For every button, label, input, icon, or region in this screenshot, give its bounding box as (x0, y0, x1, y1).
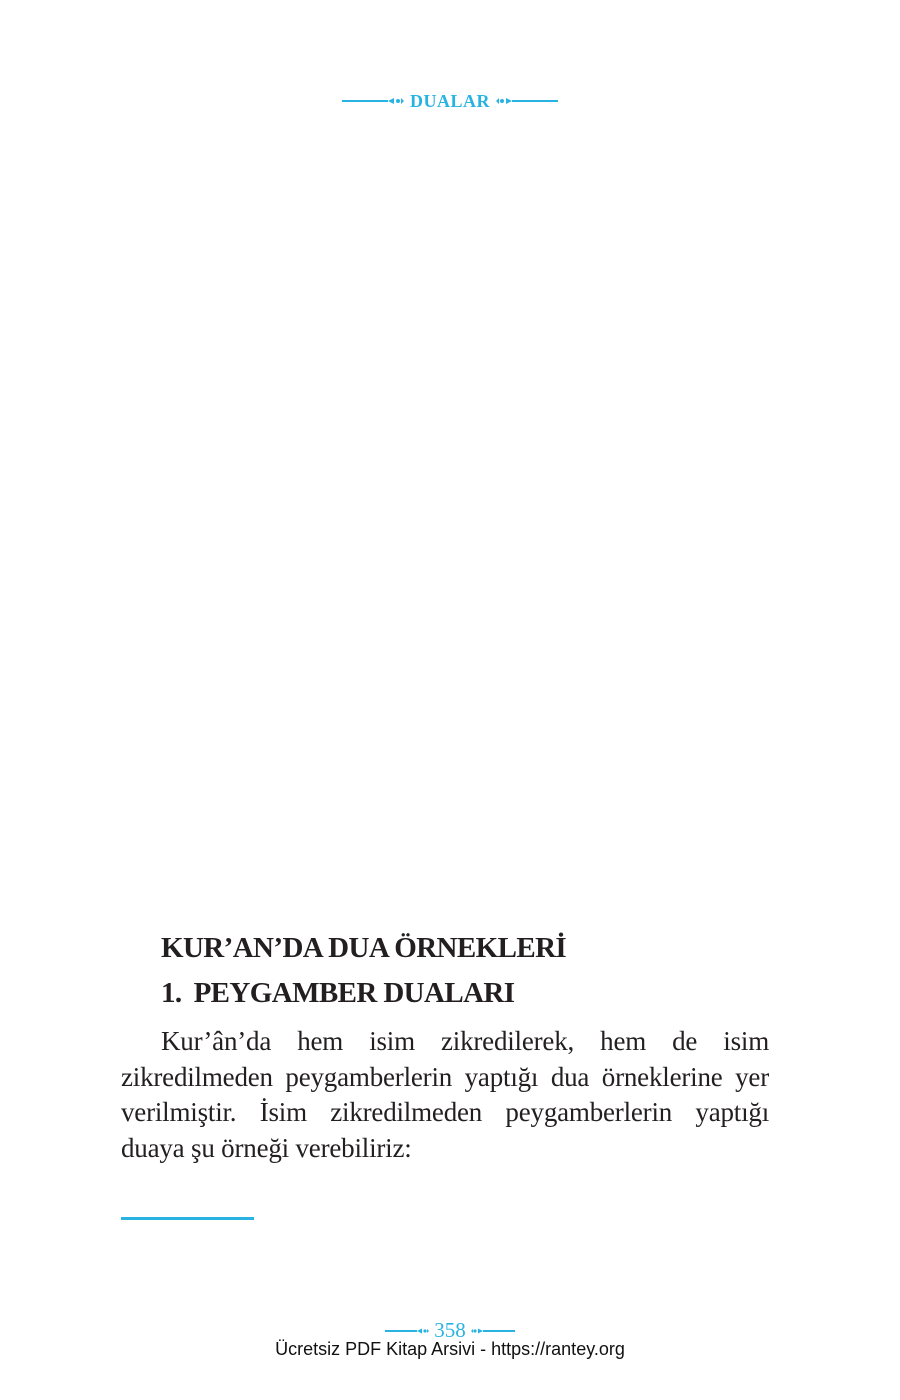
body-paragraph (121, 1024, 769, 1166)
body-paragraph-text: Kur’ân’da hem isim zikredilerek, hem de isim zikredilmeden peygamberlerin yaptığı dua örneklerine yer verilmiştir. İsim zikredilmeden peygamberlerin yaptığı duaya şu örneği verebiliriz: (121, 1026, 769, 1163)
watermark-link[interactable]: Ücretsiz PDF Kitap Arsivi - https://rantey.org (275, 1339, 625, 1359)
section-title (161, 977, 514, 1010)
footer-right-ornament-icon (471, 1327, 515, 1335)
section-title-text: PEYGAMBER DUALARI (193, 977, 515, 1009)
header-right-ornament-icon (496, 96, 558, 106)
footnote-separator (121, 1217, 254, 1220)
header-left-ornament-icon (342, 96, 404, 106)
page-number: 358 (434, 1318, 466, 1342)
running-header (0, 88, 900, 114)
running-title: DUALAR (409, 90, 490, 111)
footer-left-ornament-icon (385, 1327, 429, 1335)
chapter-title: KUR’AN’DA DUA ÖRNEKLERİ (161, 932, 567, 964)
section-number: 1. (161, 977, 182, 1009)
